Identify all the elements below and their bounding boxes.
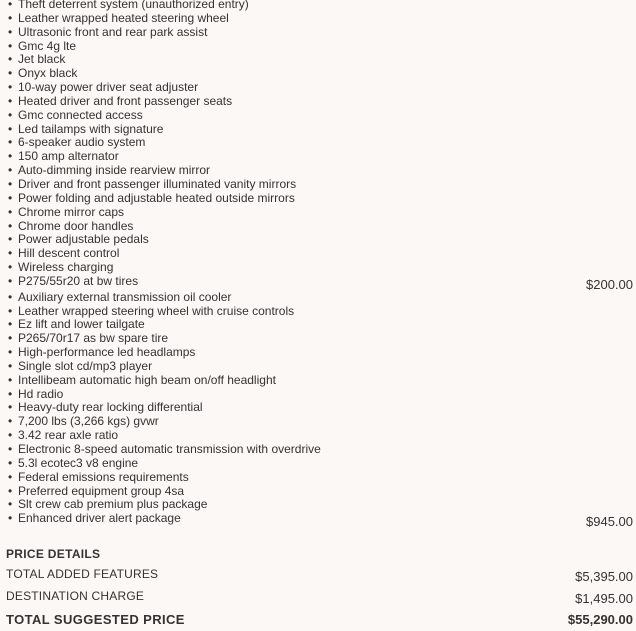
bullet-icon: • (8, 511, 13, 526)
feature-item (8, 485, 636, 499)
total-added-features-label: TOTAL ADDED FEATURES (6, 567, 159, 581)
bullet-icon: • (8, 400, 13, 415)
feature-item (8, 275, 636, 289)
feature-items-b (8, 291, 636, 526)
feature-item (8, 12, 636, 26)
feature-item-label: Hill descent control (18, 246, 120, 261)
feature-item-label: Heavy-duty rear locking differential (18, 400, 203, 415)
bullet-icon: • (8, 345, 13, 360)
feature-item (8, 291, 636, 305)
bullet-icon: • (8, 246, 13, 261)
feature-item (8, 415, 636, 429)
feature-item-label: Preferred equipment group 4sa (18, 483, 185, 498)
feature-item-label: 5.3l ecotec3 v8 engine (18, 455, 139, 470)
bullet-icon: • (8, 273, 13, 288)
bullet-icon: • (8, 414, 13, 429)
feature-item-label: Heated driver and front passenger seats (18, 93, 233, 108)
feature-item-label: High-performance led headlamps (18, 345, 196, 360)
feature-item (8, 332, 636, 346)
bullet-icon: • (8, 218, 13, 233)
bullet-icon: • (8, 107, 13, 122)
feature-item (8, 123, 636, 137)
feature-item (8, 318, 636, 332)
feature-item (8, 136, 636, 150)
bullet-icon: • (8, 469, 13, 484)
feature-item-label: Gmc 4g lte (18, 38, 77, 53)
bullet-icon: • (8, 135, 13, 150)
feature-item (8, 233, 636, 247)
bullet-icon: • (8, 428, 13, 443)
bullet-icon: • (8, 52, 13, 67)
feature-item (8, 192, 636, 206)
bullet-icon: • (8, 483, 13, 498)
feature-item-label: Slt crew cab premium plus package (18, 497, 208, 512)
feature-item (8, 429, 636, 443)
bullet-icon: • (8, 38, 13, 53)
feature-item (8, 26, 636, 40)
feature-item-label: Single slot cd/mp3 player (18, 358, 153, 373)
feature-item (8, 401, 636, 415)
feature-item (8, 305, 636, 319)
feature-item (8, 164, 636, 178)
feature-item (8, 150, 636, 164)
feature-item-label: Auxiliary external transmission oil cooler (18, 289, 232, 304)
feature-item-label: Chrome mirror caps (18, 204, 125, 219)
feature-item-label: Led tailamps with signature (18, 121, 164, 136)
feature-item-label: Enhanced driver alert package (18, 511, 181, 526)
feature-item (8, 40, 636, 54)
total-suggested-price-value: $55,290.00 (567, 612, 633, 627)
feature-item (8, 471, 636, 485)
feature-item (8, 178, 636, 192)
bullet-icon: • (8, 331, 13, 346)
feature-item (8, 109, 636, 123)
bullet-icon: • (8, 149, 13, 164)
feature-item-label: 3.42 rear axle ratio (18, 428, 119, 443)
feature-item (8, 346, 636, 360)
feature-item-label: Power adjustable pedals (18, 232, 149, 247)
feature-item-label: Onyx black (18, 66, 78, 81)
destination-charge-value: $1,495.00 (575, 591, 633, 606)
bullet-icon: • (8, 190, 13, 205)
feature-item-label: Auto-dimming inside rearview mirror (18, 163, 211, 178)
feature-item-label: Intellibeam automatic high beam on/off headlight (18, 372, 276, 387)
bullet-icon: • (8, 0, 13, 11)
feature-item-label: Wireless charging (18, 260, 114, 275)
bullet-icon: • (8, 303, 13, 318)
feature-item (8, 457, 636, 471)
feature-item (8, 206, 636, 220)
feature-item-label: 6-speaker audio system (18, 135, 146, 150)
bullet-icon: • (8, 260, 13, 275)
feature-item (8, 374, 636, 388)
feature-item (8, 95, 636, 109)
bullet-icon: • (8, 10, 13, 25)
bullet-icon: • (8, 442, 13, 456)
bullet-icon: • (8, 66, 13, 81)
total-suggested-price-label: TOTAL SUGGESTED PRICE (6, 612, 185, 627)
feature-item (8, 443, 636, 457)
feature-item-label: Electronic 8-speed automatic transmission with overdrive (18, 442, 321, 456)
feature-item-label: Leather wrapped heated steering wheel (18, 10, 229, 25)
feature-group-a-price: $200.00 (586, 277, 633, 292)
bullet-icon: • (8, 386, 13, 401)
feature-group-b-price: $945.00 (586, 513, 633, 529)
feature-item (8, 360, 636, 374)
feature-item (8, 261, 636, 275)
feature-item-label: 10-way power driver seat adjuster (18, 80, 199, 95)
feature-item-label: P265/70r17 as bw spare tire (18, 331, 169, 346)
bullet-icon: • (8, 24, 13, 39)
feature-item-label: Gmc connected access (18, 107, 143, 122)
feature-item (8, 81, 636, 95)
feature-item-label: Ultrasonic front and rear park assist (18, 24, 208, 39)
feature-item-label: Leather wrapped steering wheel with cruise controls (18, 303, 295, 318)
destination-charge-label: DESTINATION CHARGE (6, 589, 145, 603)
bullet-icon: • (8, 372, 13, 387)
feature-group-a (8, 0, 636, 292)
feature-item (8, 498, 636, 512)
feature-items-a (8, 0, 636, 289)
bullet-icon: • (8, 176, 13, 191)
bullet-icon: • (8, 80, 13, 95)
feature-item (8, 512, 636, 526)
feature-list (8, 0, 636, 529)
total-added-features-value: $5,395.00 (575, 569, 633, 584)
feature-item-label: P275/55r20 at bw tires (18, 273, 139, 288)
feature-item-label: 150 amp alternator (18, 149, 119, 164)
feature-item-label: Chrome door handles (18, 218, 134, 233)
bullet-icon: • (8, 455, 13, 470)
feature-item-label: Theft deterrent system (unauthorized entry) (18, 0, 249, 11)
feature-item (8, 247, 636, 261)
bullet-icon: • (8, 317, 13, 332)
bullet-icon: • (8, 497, 13, 512)
feature-item (8, 53, 636, 67)
bullet-icon: • (8, 289, 13, 304)
bullet-icon: • (8, 121, 13, 136)
feature-item-label: Federal emissions requirements (18, 469, 189, 484)
bullet-icon: • (8, 232, 13, 247)
feature-item (8, 67, 636, 81)
price-details (6, 547, 633, 627)
bullet-icon: • (8, 93, 13, 108)
feature-item-label: Hd radio (18, 386, 64, 401)
feature-item-label: Power folding and adjustable heated outside mirrors (18, 190, 295, 205)
feature-item (8, 388, 636, 402)
feature-item-label: Ez lift and lower tailgate (18, 317, 145, 332)
feature-item (8, 220, 636, 234)
bullet-icon: • (8, 204, 13, 219)
feature-group-b (8, 289, 636, 529)
bullet-icon: • (8, 358, 13, 373)
price-details-heading: PRICE DETAILS (6, 547, 101, 561)
bullet-icon: • (8, 163, 13, 178)
feature-item-label: 7,200 lbs (3,266 kgs) gvwr (18, 414, 159, 429)
feature-item-label: Jet black (18, 52, 66, 67)
feature-item-label: Driver and front passenger illuminated vanity mirrors (18, 176, 297, 191)
